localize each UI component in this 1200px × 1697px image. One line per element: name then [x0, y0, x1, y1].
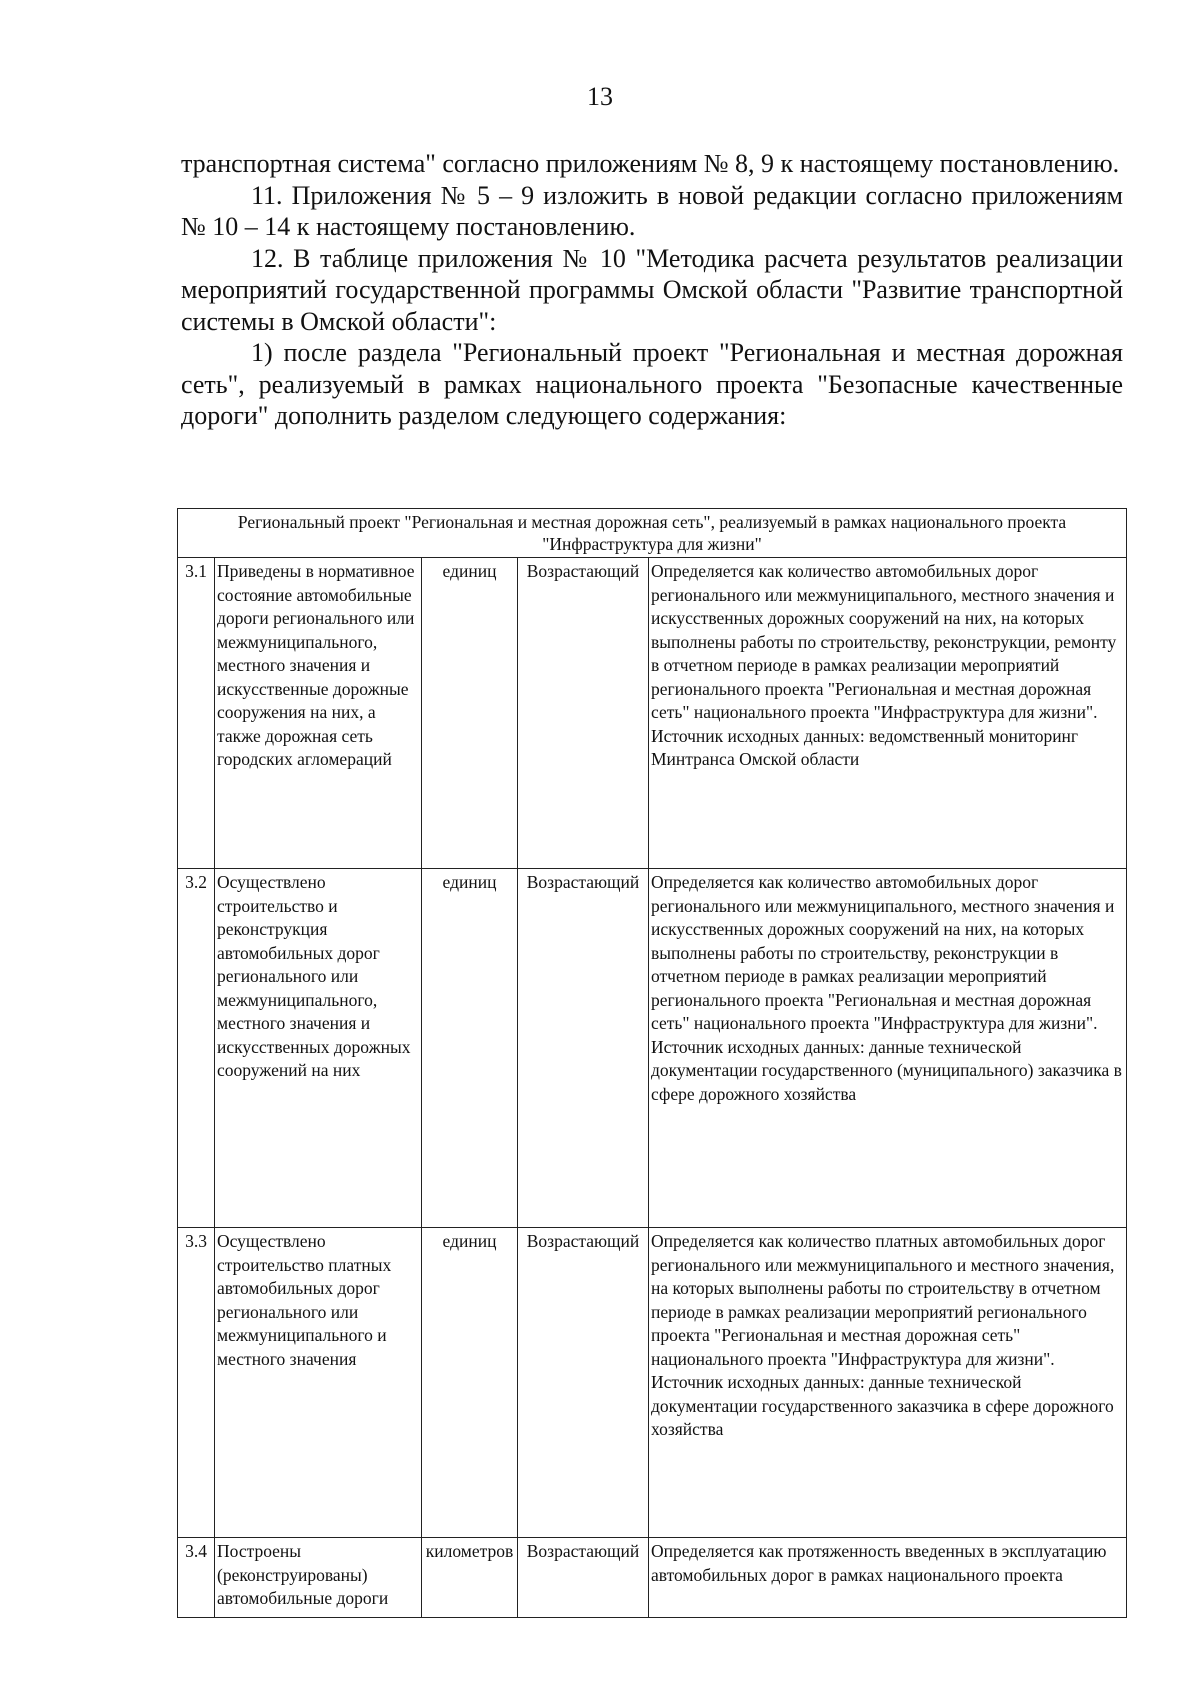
method-description: Определяется как протяженность введенных в эксплуатацию автомобильных дорог в рамках национального проекта: [651, 1541, 1107, 1585]
calculation-method: [649, 558, 1127, 869]
indicator-name: Приведены в нормативное состояние автомобильные дороги регионального или межмуниципального, местного значения и искусственные дорожные сооружения на них, а также дорожная сеть городских агломераций: [215, 558, 422, 869]
unit-of-measure: километров: [422, 1538, 518, 1618]
row-number: 3.1: [178, 558, 215, 869]
row-number: 3.2: [178, 869, 215, 1228]
calculation-method: [649, 869, 1127, 1228]
indicator-name: Осуществлено строительство платных автомобильных дорог регионального или межмуниципального и местного значения: [215, 1228, 422, 1538]
methodology-table: [177, 508, 1127, 1618]
calculation-method: [649, 1538, 1127, 1618]
page-number: 13: [587, 82, 613, 111]
data-source: Источник исходных данных: ведомственный мониторинг Минтранса Омской области: [651, 725, 1079, 769]
unit-of-measure: единиц: [422, 558, 518, 869]
indicator-name: Осуществлено строительство и реконструкция автомобильных дорог регионального или межмуниципального, местного значения и искусственных дорожных сооружений на них: [215, 869, 422, 1228]
row-number: 3.4: [178, 1538, 215, 1618]
unit-of-measure: единиц: [422, 1228, 518, 1538]
table-row: [178, 1538, 1127, 1618]
calculation-method: [649, 1228, 1127, 1538]
table-section-row: [178, 509, 1127, 558]
unit-of-measure: единиц: [422, 869, 518, 1228]
row-number: 3.3: [178, 1228, 215, 1538]
paragraph-item-12: 12. В таблице приложения № 10 "Методика расчета результатов реализации мероприятий государственной программы Омской области "Развитие транспортной системы в Омской области":: [181, 243, 1123, 336]
indicator-direction: Возрастающий: [518, 1228, 649, 1538]
table-row: [178, 1228, 1127, 1538]
table-row: [178, 869, 1127, 1228]
body-text: [181, 148, 1123, 432]
method-description: Определяется как количество автомобильных дорог регионального или межмуниципального, местного значения и искусственных дорожных сооружений на них, на которых выполнены работы по строительству, реконструкции в отчетном периоде в рамках реализации мероприятий регионального проекта "Региональная и местная дорожная сеть" национального проекта "Инфраструктура для жизни".: [651, 872, 1115, 1033]
paragraph-item-11: 11. Приложения № 5 – 9 изложить в новой редакции согласно приложениям № 10 – 14 к настоящему постановлению.: [181, 180, 1123, 241]
indicator-name: Построены (реконструированы) автомобильные дороги: [215, 1538, 422, 1618]
table-row: [178, 558, 1127, 869]
indicator-direction: Возрастающий: [518, 1538, 649, 1618]
section-header: Региональный проект "Региональная и местная дорожная сеть", реализуемый в рамках национального проекта "Инфраструктура для жизни": [178, 509, 1127, 558]
indicator-direction: Возрастающий: [518, 869, 649, 1228]
paragraph-continuation: транспортная система" согласно приложениям № 8, 9 к настоящему постановлению.: [181, 149, 1120, 178]
method-description: Определяется как количество автомобильных дорог регионального или межмуниципального, местного значения и искусственных дорожных сооружений на них, на которых выполнены работы по строительству, реконструкции, ремонту в отчетном периоде в рамках реализации мероприятий регионального проекта "Региональная и местная дорожная сеть" национального проекта "Инфраструктура для жизни".: [651, 561, 1117, 722]
paragraph-subitem-1: 1) после раздела "Региональный проект "Региональная и местная дорожная сеть", реализуемый в рамках национального проекта "Безопасные качественные дороги" дополнить разделом следующего содержания:: [181, 338, 1123, 430]
data-source: Источник исходных данных: данные технической документации государственного заказчика в сфере дорожного хозяйства: [651, 1372, 1114, 1439]
data-source: Источник исходных данных: данные технической документации государственного (муниципального) заказчика в сфере дорожного хозяйства: [651, 1036, 1122, 1104]
method-description: Определяется как количество платных автомобильных дорог регионального или межмуниципального и местного значения, на которых выполнены работы по строительству в отчетном периоде в рамках реализации мероприятий регионального проекта "Региональная и местная дорожная сеть" национального проекта "Инфраструктура для жизни".: [651, 1231, 1115, 1369]
indicator-direction: Возрастающий: [518, 558, 649, 869]
